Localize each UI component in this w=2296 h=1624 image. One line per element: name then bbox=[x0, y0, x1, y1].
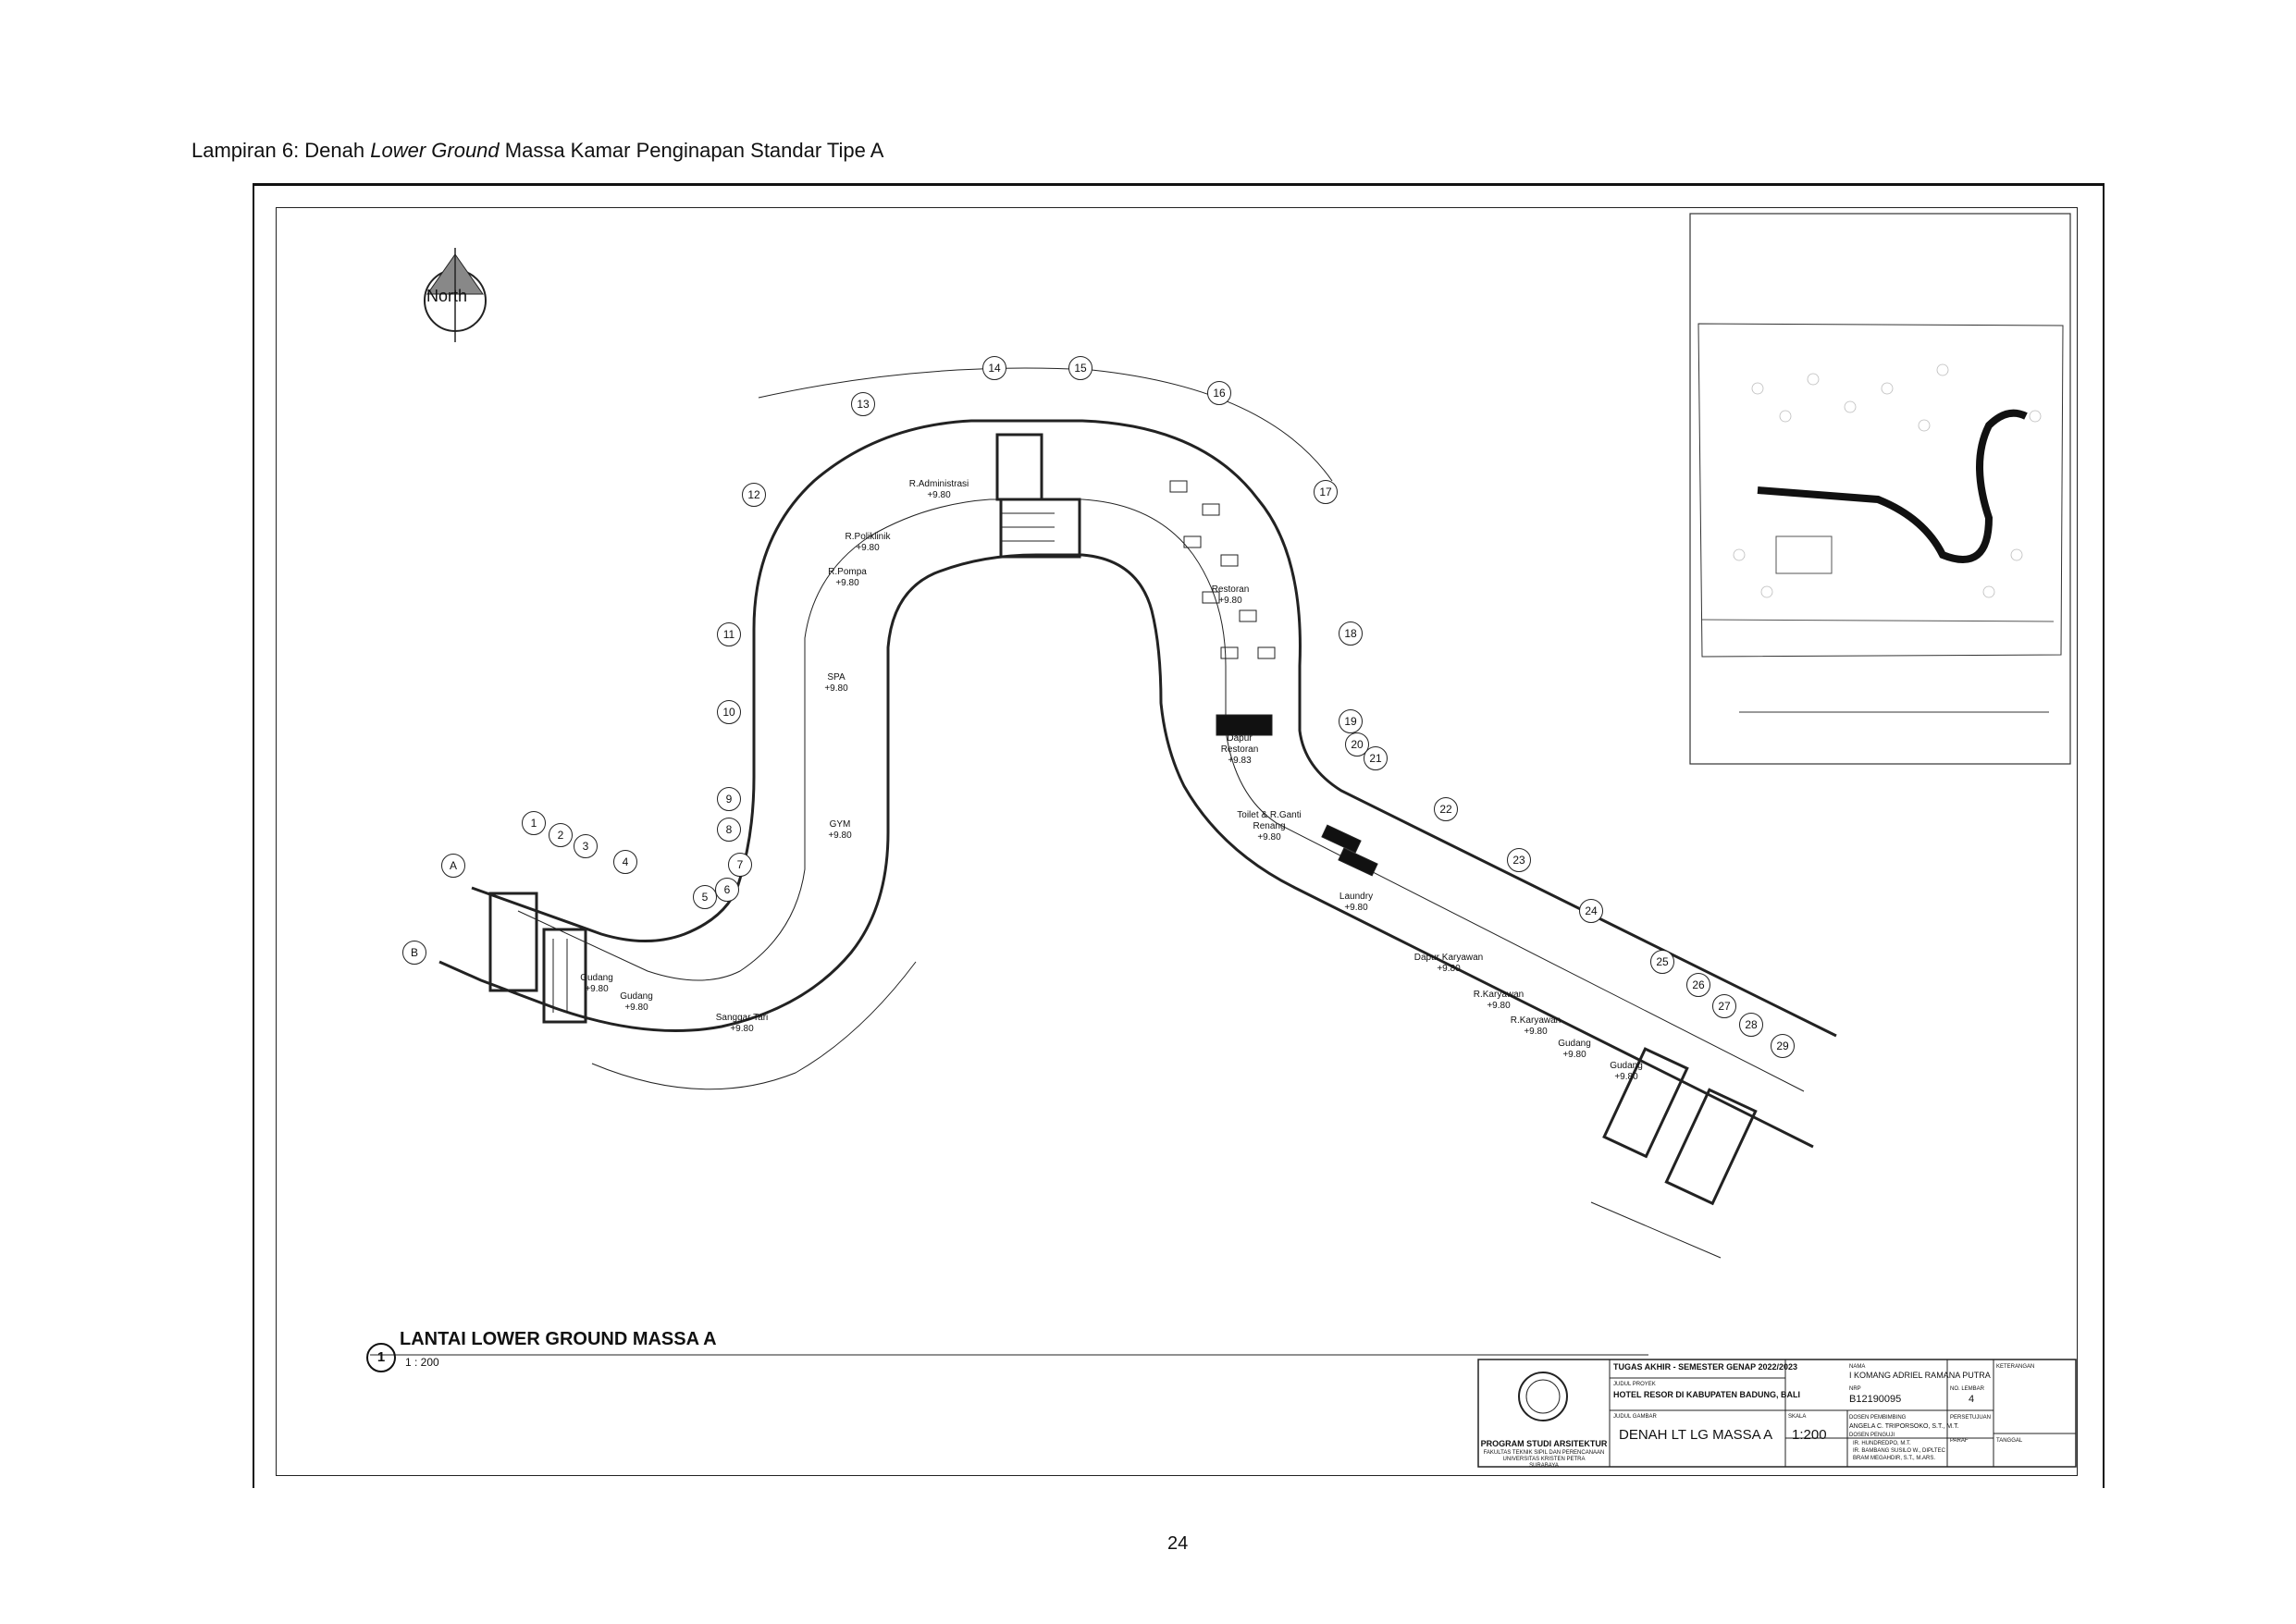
grid-label: 29 bbox=[1771, 1034, 1795, 1058]
school-name: PROGRAM STUDI ARSITEKTUR bbox=[1480, 1439, 1608, 1448]
tb-nrp-label: NRP bbox=[1849, 1386, 1861, 1392]
drawing-title: LANTAI LOWER GROUND MASSA A bbox=[400, 1329, 717, 1349]
room-label: Laundry +9.80 bbox=[1339, 892, 1374, 913]
tb-name: I KOMANG ADRIEL RAMANA PUTRA bbox=[1849, 1371, 1991, 1380]
room-label: Dapur Restoran +9.83 bbox=[1220, 733, 1259, 766]
grid-label: 10 bbox=[717, 700, 741, 724]
room-label: R.Pompa +9.80 bbox=[828, 567, 867, 588]
grid-label: 7 bbox=[728, 853, 752, 877]
room-label: Gudang +9.80 bbox=[580, 973, 613, 994]
tb-advisor-label: DOSEN PEMBIMBING bbox=[1849, 1415, 1907, 1421]
title-block bbox=[370, 1355, 2076, 1467]
grid-label: 15 bbox=[1068, 356, 1092, 380]
tb-examiner: BRAM MEGAHDIR, S.T., M.ARS. bbox=[1853, 1456, 1936, 1461]
tb-sheet-no: 4 bbox=[1969, 1394, 1975, 1405]
tb-sheet-label: JUDUL GAMBAR bbox=[1613, 1414, 1657, 1420]
room-label: Gudang +9.80 bbox=[1610, 1061, 1643, 1082]
grid-label: 22 bbox=[1434, 797, 1458, 821]
grid-label: 17 bbox=[1314, 480, 1338, 504]
room-label: R.Karyawan +9.80 bbox=[1510, 1015, 1562, 1037]
grid-label: 9 bbox=[717, 787, 741, 811]
grid-label: 27 bbox=[1712, 994, 1736, 1018]
grid-label: 20 bbox=[1345, 732, 1369, 757]
room-label: Dapur Karyawan +9.80 bbox=[1413, 953, 1484, 974]
tb-examiner: IR. HUNDREDPO, M.T. bbox=[1853, 1441, 1911, 1446]
room-label: R.Poliklinik +9.80 bbox=[845, 532, 891, 553]
tb-sheet-title: DENAH LT LG MASSA A bbox=[1619, 1427, 1773, 1443]
tb-project-label: JUDUL PROYEK bbox=[1613, 1382, 1656, 1387]
room-label: Sanggar Tari +9.80 bbox=[715, 1013, 769, 1034]
grid-label: 25 bbox=[1650, 950, 1674, 974]
tb-approval-label: PERSETUJUAN bbox=[1950, 1415, 1992, 1421]
tb-keterangan-label: KETERANGAN bbox=[1996, 1364, 2035, 1370]
tb-date-label: TANGGAL bbox=[1996, 1438, 2023, 1444]
drawing-scale: 1 : 200 bbox=[405, 1356, 439, 1369]
grid-label: B bbox=[402, 941, 426, 965]
grid-label: 24 bbox=[1579, 899, 1603, 923]
drawing-number: 1 bbox=[366, 1343, 396, 1372]
building-outer-wall bbox=[439, 555, 1813, 1147]
tb-nrp: B12190095 bbox=[1849, 1394, 1902, 1405]
tb-project-header: TUGAS AKHIR - SEMESTER GENAP 2022/2023 bbox=[1613, 1362, 1798, 1372]
caption-prefix: Lampiran 6: Denah bbox=[191, 139, 371, 162]
caption-italic: Lower Ground bbox=[370, 139, 500, 162]
tb-sheet-no-label: NO. LEMBAR bbox=[1950, 1386, 1985, 1392]
north-label: North bbox=[426, 287, 468, 305]
grid-label: 6 bbox=[715, 878, 739, 902]
tb-advisor: ANGELA C. TRIPORSOKO, S.T., M.T. bbox=[1849, 1423, 1959, 1430]
grid-label: A bbox=[441, 854, 465, 878]
room-label: Toilet & R.Ganti Renang +9.80 bbox=[1237, 810, 1302, 843]
grid-label: 11 bbox=[717, 622, 741, 646]
grid-label: 12 bbox=[742, 483, 766, 507]
grid-label: 8 bbox=[717, 818, 741, 842]
page-number: 24 bbox=[1167, 1533, 1189, 1554]
grid-label: 1 bbox=[522, 811, 546, 835]
building-outer-wall-2 bbox=[472, 421, 1836, 1036]
grid-label: 26 bbox=[1686, 973, 1710, 997]
grid-label: 18 bbox=[1339, 621, 1363, 646]
room-label: Gudang +9.80 bbox=[620, 991, 653, 1013]
tb-paraf-label: PARAF bbox=[1950, 1438, 1969, 1444]
tb-examiner: IR. BAMBANG SUSILO W., DIPLTEC bbox=[1853, 1448, 1945, 1454]
caption-suffix: Massa Kamar Penginapan Standar Tipe A bbox=[499, 139, 884, 162]
tb-examiner-label: DOSEN PENGUJI bbox=[1849, 1433, 1895, 1438]
site-key-plan bbox=[1690, 214, 2070, 764]
tb-scale: 1:200 bbox=[1792, 1427, 1827, 1443]
grid-label: 23 bbox=[1507, 848, 1531, 872]
grid-label: 3 bbox=[574, 834, 598, 858]
room-label: SPA +9.80 bbox=[824, 672, 848, 694]
grid-label: 28 bbox=[1739, 1013, 1763, 1037]
grid-label: 13 bbox=[851, 392, 875, 416]
grid-label: 14 bbox=[982, 356, 1006, 380]
tb-project: HOTEL RESOR DI KABUPATEN BADUNG, BALI bbox=[1613, 1390, 1801, 1399]
room-label: R.Administrasi +9.80 bbox=[908, 479, 969, 500]
grid-label: 16 bbox=[1207, 381, 1231, 405]
grid-label: 2 bbox=[549, 823, 573, 847]
grid-label: 5 bbox=[693, 885, 717, 909]
grid-label: 21 bbox=[1364, 746, 1388, 770]
room-label: GYM +9.80 bbox=[828, 819, 852, 841]
tb-scale-label: SKALA bbox=[1788, 1414, 1807, 1420]
room-label: Gudang +9.80 bbox=[1558, 1039, 1591, 1060]
grid-label: 4 bbox=[613, 850, 637, 874]
tb-name-label: NAMA bbox=[1849, 1364, 1866, 1370]
school-sub: FAKULTAS TEKNIK SIPIL DAN PERENCANAAN UNIVERSITAS KRISTEN PETRA SURABAYA bbox=[1483, 1450, 1605, 1469]
room-label: R.Karyawan +9.80 bbox=[1473, 990, 1524, 1011]
room-label: Restoran +9.80 bbox=[1211, 584, 1250, 606]
grid-label: 19 bbox=[1339, 709, 1363, 733]
